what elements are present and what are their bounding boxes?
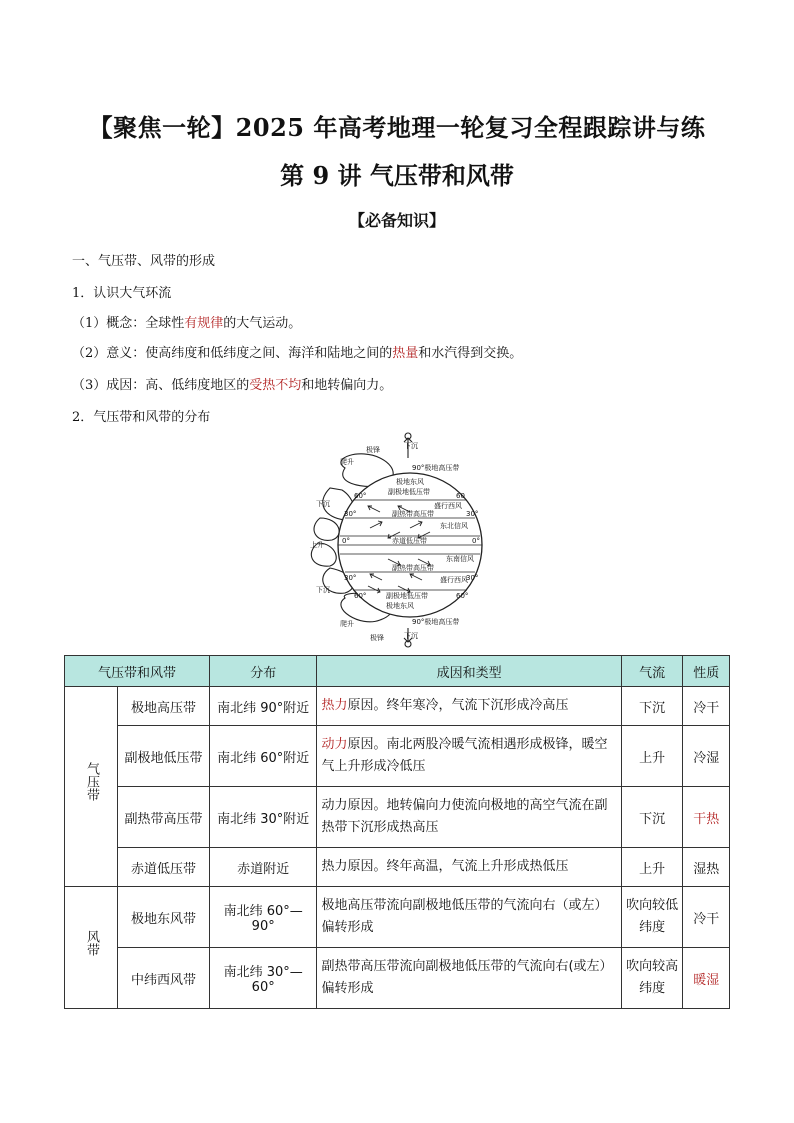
cell-cause: 动力原因。地转偏向力使流向极地的高空气流在副热带下沉形成热高压 xyxy=(317,787,621,848)
lecture-title: 第 9 讲 气压带和风带 xyxy=(280,161,514,190)
cell-distribution: 南北纬 60°附近 xyxy=(209,726,317,787)
label-polar-front-bottom: 极锋 xyxy=(370,634,384,642)
cell-cause: 动力原因。南北两股冷暖气流相遇形成极锋，暖空气上升形成冷低压 xyxy=(317,726,621,787)
belt-label-10: 盛行西风 xyxy=(440,576,468,584)
cell-cause: 热力原因。终年寒冷，气流下沉形成冷高压 xyxy=(317,687,621,726)
lat-60-left-s: 60° xyxy=(354,592,367,600)
cell-name: 赤道低压带 xyxy=(118,848,210,887)
cell-distribution: 赤道附近 xyxy=(209,848,317,887)
label-climb-bottom: 爬升 xyxy=(340,620,354,628)
belt-label-9: 副热带高压带 xyxy=(392,564,434,572)
cell-airflow: 下沉 xyxy=(621,787,683,848)
belt-label-1: 90°极地高压带 xyxy=(412,464,460,472)
cell-property: 暖湿 xyxy=(683,948,730,1009)
point-significance: （2）意义：使高纬度和低纬度之间、海洋和陆地之间的热量和水汽得到交换。 xyxy=(72,346,523,361)
lat-0-right: 0° xyxy=(472,537,480,545)
cell-distribution: 南北纬 60°—90° xyxy=(209,887,317,948)
cell-property: 冷干 xyxy=(683,687,730,726)
belt-label-3: 副极地低压带 xyxy=(388,488,430,496)
cell-airflow: 吹向较低纬度 xyxy=(621,887,683,948)
cell-airflow: 吹向较高纬度 xyxy=(621,948,683,1009)
lat-0-left: 0° xyxy=(342,537,350,545)
lat-60-left-n: 60° xyxy=(354,492,367,500)
cell-name: 副极地低压带 xyxy=(118,726,210,787)
cell-distribution: 南北纬 30°—60° xyxy=(209,948,317,1009)
cell-cause: 热力原因。终年高温，气流上升形成热低压 xyxy=(317,848,621,887)
heading-2-distribution: 2．气压带和风带的分布 xyxy=(72,410,211,425)
belts-table xyxy=(64,655,730,1009)
heading-2-atmospheric-circulation: 1．认识大气环流 xyxy=(72,286,172,301)
section-tag: 【必备知识】 xyxy=(348,211,445,230)
cell-airflow: 上升 xyxy=(621,848,683,887)
table-row xyxy=(65,887,730,948)
cell-name: 中纬西风带 xyxy=(118,948,210,1009)
document-title: 【聚焦一轮】2025 年高考地理一轮复习全程跟踪讲与练 xyxy=(88,113,706,142)
lat-30-left-n: 30° xyxy=(344,510,357,518)
label-climb-top: 爬升 xyxy=(340,458,354,466)
label-rising: 上升 xyxy=(310,541,324,549)
lat-30-left-s: 30° xyxy=(344,574,357,582)
label-polar-front-top: 极锋 xyxy=(366,446,380,454)
belt-label-13: 90°极地高压带 xyxy=(412,618,460,626)
lat-60-right-n: 60 xyxy=(456,492,465,500)
table-row xyxy=(65,787,730,848)
header-cause: 成因和类型 xyxy=(317,656,621,687)
belt-label-7: 赤道低压带 xyxy=(392,537,427,545)
cell-airflow: 下沉 xyxy=(621,687,683,726)
belt-label-6: 东北信风 xyxy=(440,522,468,530)
cell-property: 湿热 xyxy=(683,848,730,887)
cell-cause: 副热带高压带流向副极地低压带的气流向右(或左）偏转形成 xyxy=(317,948,621,1009)
label-sinking-left-2: 下沉 xyxy=(316,586,330,594)
belt-label-2: 极地东风 xyxy=(396,478,424,486)
cell-name: 极地东风带 xyxy=(118,887,210,948)
header-property: 性质 xyxy=(683,656,730,687)
table-row xyxy=(65,948,730,1009)
label-bottom-sinking: 下沉 xyxy=(404,632,418,640)
table-row xyxy=(65,687,730,726)
point-concept: （1）概念：全球性有规律的大气运动。 xyxy=(72,316,302,331)
belt-label-8: 东南信风 xyxy=(446,555,474,563)
lat-60-right-s: 60° xyxy=(456,592,469,600)
pressure-wind-belt-diagram xyxy=(300,428,500,650)
point-cause: （3）成因：高、低纬度地区的受热不均和地转偏向力。 xyxy=(72,378,393,393)
cell-airflow: 上升 xyxy=(621,726,683,787)
header-airflow: 气流 xyxy=(621,656,683,687)
header-belt: 气压带和风带 xyxy=(65,656,210,687)
cell-name: 副热带高压带 xyxy=(118,787,210,848)
table-row xyxy=(65,726,730,787)
lat-30-right-n: 30° xyxy=(466,510,479,518)
group-pressure-belts: 气压带 xyxy=(65,687,118,887)
heading-1: 一、气压带、风带的形成 xyxy=(72,254,216,269)
cell-property: 干热 xyxy=(683,787,730,848)
lat-30-right-s: 30° xyxy=(466,574,479,582)
cell-property: 冷干 xyxy=(683,887,730,948)
cell-name: 极地高压带 xyxy=(118,687,210,726)
cell-property: 冷湿 xyxy=(683,726,730,787)
group-wind-belts: 风带 xyxy=(65,887,118,1009)
belt-label-4: 盛行西风 xyxy=(434,502,462,510)
header-distribution: 分布 xyxy=(209,656,317,687)
belt-label-11: 副极地低压带 xyxy=(386,592,428,600)
table-header-row xyxy=(65,656,730,687)
belt-label-5: 副热带高压带 xyxy=(392,510,434,518)
label-sinking-left-1: 下沉 xyxy=(316,500,330,508)
cell-cause: 极地高压带流向副极地低压带的气流向右（或左）偏转形成 xyxy=(317,887,621,948)
table-row xyxy=(65,848,730,887)
cell-distribution: 南北纬 90°附近 xyxy=(209,687,317,726)
cell-distribution: 南北纬 30°附近 xyxy=(209,787,317,848)
label-top-sinking: 下沉 xyxy=(404,442,418,450)
belt-label-12: 极地东风 xyxy=(386,602,414,610)
